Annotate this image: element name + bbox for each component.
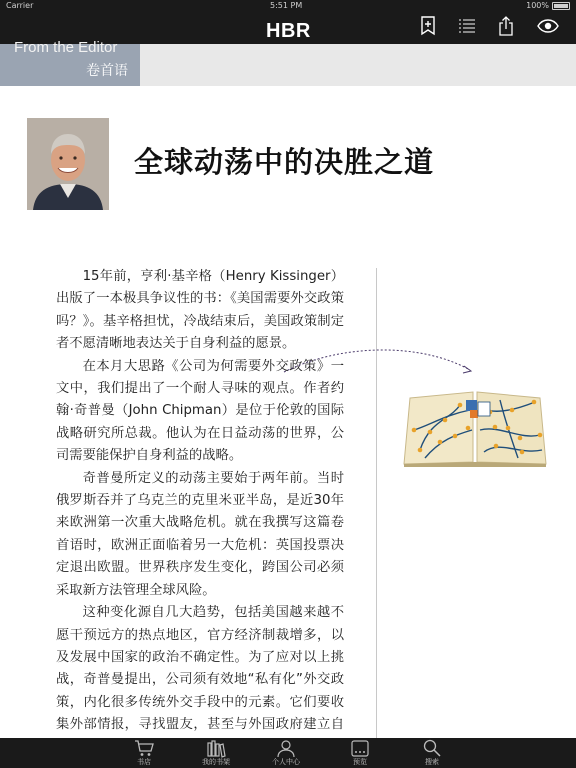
section-label-zh: 卷首语	[86, 63, 128, 79]
battery-percent: 100%	[526, 1, 549, 10]
tab-label: 搜索	[425, 758, 439, 766]
bookshelf-icon	[207, 738, 225, 757]
add-bookmark-icon[interactable]	[416, 14, 440, 38]
preview-icon	[351, 738, 369, 757]
status-bar	[0, 0, 576, 12]
article-title: 全球动荡中的决胜之道	[134, 145, 435, 179]
eye-icon[interactable]	[536, 14, 560, 38]
author-portrait	[27, 118, 109, 210]
magazine-illustration[interactable]	[400, 380, 550, 470]
section-tab	[0, 39, 140, 86]
top-bar	[0, 0, 576, 44]
list-icon[interactable]	[455, 14, 479, 38]
tab-bookstore[interactable]	[114, 738, 174, 768]
tab-label: 个人中心	[272, 758, 300, 766]
paragraph: 奇普曼所定义的动荡主要始于两年前。当时俄罗斯吞并了乌克兰的克里米亚半岛，是近30年来欧洲第一次重大战略危机。就在我撰写这篇卷首语时，欧洲正面临着另一大危机：英国投票决定退出欧盟。世界秩序发生变化，跨国公司必须采取新方法管理全球风险。	[56, 470, 344, 598]
clock: 5:51 PM	[270, 1, 303, 10]
tab-search[interactable]	[402, 738, 462, 768]
cart-icon	[134, 738, 154, 757]
battery-indicator	[526, 1, 570, 10]
dotted-arrow	[280, 340, 480, 380]
paragraph: 15年前，亨利·基辛格（Henry Kissinger）出版了一本极具争议性的书：《美国需要外交政策吗？》。基辛格担忧，冷战结束后，美国政策制定者不愿清晰地表达关于自身利益的愿景。	[56, 269, 344, 352]
share-icon[interactable]	[494, 14, 518, 38]
section-strip	[140, 44, 576, 86]
bottom-tab-bar	[0, 738, 576, 768]
column-divider	[376, 268, 377, 738]
tab-label: 预览	[353, 758, 367, 766]
tab-profile[interactable]	[256, 738, 316, 768]
carrier-label: Carrier	[6, 1, 34, 10]
paragraph: 在本月大思路《公司为何需要外交政策》一文中，我们提出了一个耐人寻味的观点。作者约翰·奇普曼（John Chipman）是位于伦敦的国际战略研究所总裁。他认为在日益动荡的世界，公司需要能保护自身利益的战略。	[56, 358, 344, 464]
search-icon	[423, 738, 441, 757]
battery-icon	[552, 2, 570, 10]
tab-label: 书店	[137, 758, 151, 766]
section-label-en: From the Editor	[14, 39, 118, 56]
paragraph: 这种变化源自几大趋势，包括美国越来越不愿干预远方的热点地区，官方经济制裁增多，以及发展中国家的政治不确定性。为了应对以上挑战，奇普曼提出，公司须有效地“私有化”外交政策，内化很多传统外交手段中的元素。它们要收集外部情报，寻找盟友，甚至与外国政府建立自	[56, 605, 344, 733]
tab-bookshelf[interactable]	[186, 738, 246, 768]
article-body	[56, 266, 344, 738]
app-logo: HBR	[266, 20, 311, 42]
tab-label: 我的书架	[202, 758, 230, 766]
tab-preview[interactable]	[330, 738, 390, 768]
person-icon	[277, 738, 295, 757]
